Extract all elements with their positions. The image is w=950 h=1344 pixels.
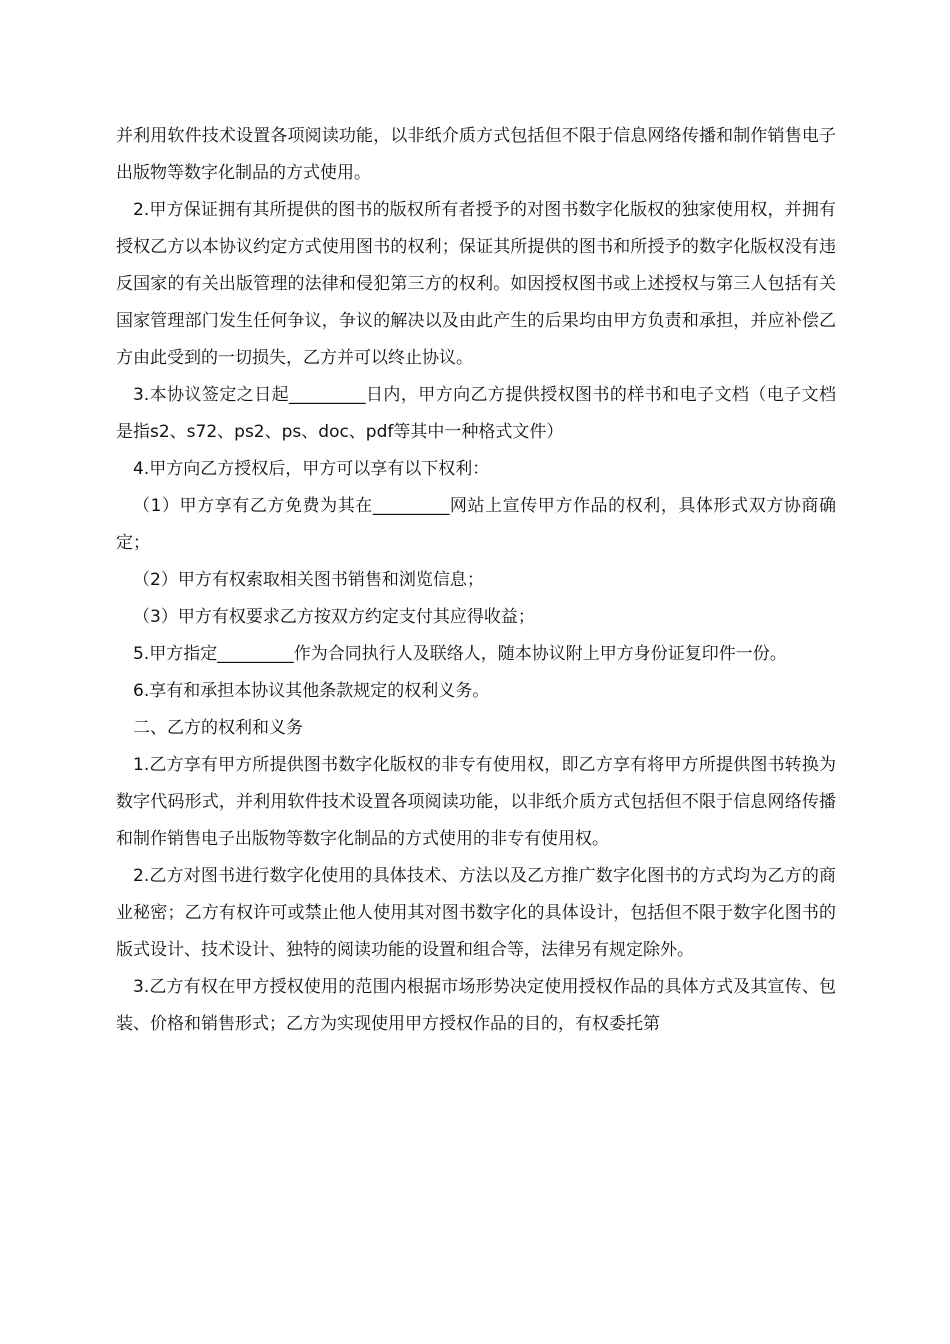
paragraph-b-clause-3: 3.乙方有权在甲方授权使用的范围内根据市场形势决定使用授权作品的具体方式及其宣传、包装、价格和销售形式；乙方为实现使用甲方授权作品的目的，有权委托第	[116, 977, 836, 1034]
paragraph-b-clause-2: 2.乙方对图书进行数字化使用的具体技术、方法以及乙方推广数字化图书的方式均为乙方的商业秘密；乙方有权许可或禁止他人使用其对图书数字化的具体设计，包括但不限于数字化图书的版式设计、技术设计、独特的阅读功能的设置和组合等，法律另有规定除外。	[116, 866, 836, 960]
paragraph-clause-4: 4.甲方向乙方授权后，甲方可以享有以下权利：	[133, 459, 490, 479]
paragraph-clause-2: 2.甲方保证拥有其所提供的图书的版权所有者授予的对图书数字化版权的独家使用权，并拥有授权乙方以本协议约定方式使用图书的权利；保证其所提供的图书和所授予的数字化版权没有违反国家的有关出版管理的法律和侵犯第三方的权利。如因授权图书或上述授权与第三人包括有关国家管理部门发生任何争议，争议的解决以及由此产生的后果均由甲方负责和承担，并应补偿乙方由此受到的一切损失，乙方并可以终止协议。	[116, 200, 836, 368]
section-heading-party-b: 二、乙方的权利和义务	[133, 718, 303, 738]
paragraph-subclause-3: （3）甲方有权要求乙方按双方约定支付其应得收益；	[133, 607, 535, 627]
paragraph-b-clause-1: 1.乙方享有甲方所提供图书数字化版权的非专有使用权，即乙方享有将甲方所提供图书转换为数字代码形式，并利用软件技术设置各项阅读功能，以非纸介质方式包括但不限于信息网络传播和制作销售电子出版物等数字化制品的方式使用的非专有使用权。	[116, 755, 836, 849]
paragraph-clause-5: 5.甲方指定_________作为合同执行人及联络人，随本协议附上甲方身份证复印件一份。	[133, 644, 787, 664]
paragraph-subclause-1: （1）甲方享有乙方免费为其在_________网站上宣传甲方作品的权利，具体形式双方协商确定；	[116, 496, 836, 553]
paragraph-subclause-2: （2）甲方有权索取相关图书销售和浏览信息；	[133, 570, 484, 590]
paragraph-continuation: 并利用软件技术设置各项阅读功能，以非纸介质方式包括但不限于信息网络传播和制作销售电子出版物等数字化制品的方式使用。	[116, 126, 836, 183]
document-body	[116, 118, 836, 1043]
paragraph-clause-6: 6.享有和承担本协议其他条款规定的权利义务。	[133, 681, 490, 701]
paragraph-clause-3: 3.本协议签定之日起_________日内，甲方向乙方提供授权图书的样书和电子文档（电子文档是指s2、s72、ps2、ps、doc、pdf等其中一种格式文件）	[116, 385, 836, 442]
